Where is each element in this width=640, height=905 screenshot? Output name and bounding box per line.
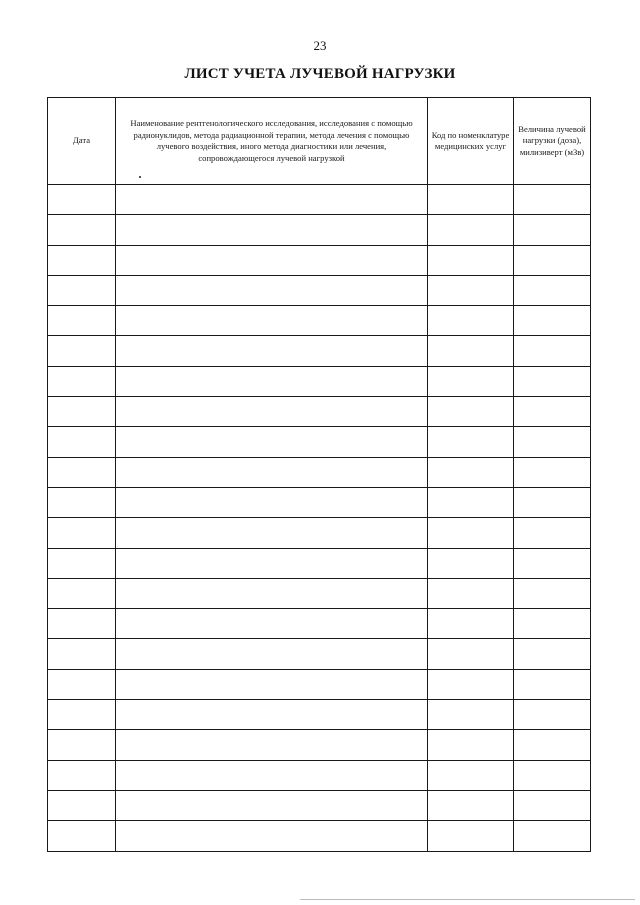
cell-service-code[interactable] [428, 639, 514, 669]
cell-procedure-name[interactable] [116, 548, 428, 578]
cell-service-code[interactable] [428, 306, 514, 336]
cell-service-code[interactable] [428, 487, 514, 517]
table-row [48, 669, 591, 699]
table-row [48, 185, 591, 215]
cell-dose[interactable] [514, 427, 591, 457]
table-row [48, 275, 591, 305]
table-header-row [48, 98, 591, 185]
cell-dose[interactable] [514, 306, 591, 336]
cell-dose[interactable] [514, 457, 591, 487]
cell-date[interactable] [48, 609, 116, 639]
cell-date[interactable] [48, 427, 116, 457]
cell-procedure-name[interactable] [116, 275, 428, 305]
table-row [48, 397, 591, 427]
cell-dose[interactable] [514, 245, 591, 275]
table-row [48, 730, 591, 760]
table-row [48, 639, 591, 669]
cell-date[interactable] [48, 397, 116, 427]
cell-dose[interactable] [514, 548, 591, 578]
cell-dose[interactable] [514, 215, 591, 245]
cell-service-code[interactable] [428, 578, 514, 608]
cell-service-code[interactable] [428, 336, 514, 366]
cell-dose[interactable] [514, 366, 591, 396]
cell-date[interactable] [48, 215, 116, 245]
cell-date[interactable] [48, 548, 116, 578]
page-edge-line [300, 899, 635, 900]
cell-dose[interactable] [514, 639, 591, 669]
table-row [48, 336, 591, 366]
cell-procedure-name[interactable] [116, 427, 428, 457]
cell-service-code[interactable] [428, 548, 514, 578]
cell-dose[interactable] [514, 790, 591, 820]
cell-procedure-name[interactable] [116, 336, 428, 366]
cell-service-code[interactable] [428, 245, 514, 275]
cell-procedure-name[interactable] [116, 609, 428, 639]
cell-procedure-name[interactable] [116, 185, 428, 215]
cell-dose[interactable] [514, 609, 591, 639]
page-title: ЛИСТ УЧЕТА ЛУЧЕВОЙ НАГРУЗКИ [184, 66, 456, 82]
cell-dose[interactable] [514, 518, 591, 548]
cell-dose[interactable] [514, 336, 591, 366]
cell-service-code[interactable] [428, 669, 514, 699]
cell-date[interactable] [48, 821, 116, 851]
cell-procedure-name[interactable] [116, 518, 428, 548]
cell-date[interactable] [48, 669, 116, 699]
table-row [48, 427, 591, 457]
header-date: Дата [48, 98, 116, 185]
cell-procedure-name[interactable] [116, 821, 428, 851]
cell-service-code[interactable] [428, 427, 514, 457]
cell-service-code[interactable] [428, 215, 514, 245]
table-row [48, 700, 591, 730]
cell-date[interactable] [48, 760, 116, 790]
cell-procedure-name[interactable] [116, 578, 428, 608]
cell-date[interactable] [48, 518, 116, 548]
cell-service-code[interactable] [428, 366, 514, 396]
cell-date[interactable] [48, 306, 116, 336]
table-row [48, 578, 591, 608]
cell-service-code[interactable] [428, 730, 514, 760]
table-row [48, 548, 591, 578]
cell-procedure-name[interactable] [116, 700, 428, 730]
cell-date[interactable] [48, 487, 116, 517]
cell-service-code[interactable] [428, 457, 514, 487]
table-row [48, 609, 591, 639]
table-row [48, 487, 591, 517]
radiation-dose-table [47, 97, 591, 852]
cell-service-code[interactable] [428, 609, 514, 639]
cell-dose[interactable] [514, 760, 591, 790]
cell-procedure-name[interactable] [116, 366, 428, 396]
cell-service-code[interactable] [428, 518, 514, 548]
cell-dose[interactable] [514, 397, 591, 427]
cell-procedure-name[interactable] [116, 760, 428, 790]
cell-procedure-name[interactable] [116, 639, 428, 669]
table-row [48, 215, 591, 245]
cell-date[interactable] [48, 700, 116, 730]
cell-dose[interactable] [514, 730, 591, 760]
header-dose: Величина лучевой нагрузки (доза), милизиверт (мЗв) [514, 98, 591, 185]
cell-service-code[interactable] [428, 700, 514, 730]
cell-dose[interactable] [514, 487, 591, 517]
cell-date[interactable] [48, 578, 116, 608]
cell-dose[interactable] [514, 185, 591, 215]
table-row [48, 518, 591, 548]
cell-date[interactable] [48, 790, 116, 820]
cell-procedure-name[interactable] [116, 487, 428, 517]
table-row [48, 821, 591, 851]
cell-service-code[interactable] [428, 790, 514, 820]
page-number: 23 [313, 38, 327, 53]
cell-service-code[interactable] [428, 275, 514, 305]
cell-procedure-name[interactable] [116, 306, 428, 336]
cell-service-code[interactable] [428, 185, 514, 215]
cell-date[interactable] [48, 639, 116, 669]
cell-dose[interactable] [514, 578, 591, 608]
cell-dose[interactable] [514, 275, 591, 305]
stray-mark [139, 176, 141, 178]
cell-service-code[interactable] [428, 760, 514, 790]
cell-procedure-name[interactable] [116, 457, 428, 487]
cell-date[interactable] [48, 730, 116, 760]
cell-dose[interactable] [514, 669, 591, 699]
cell-dose[interactable] [514, 821, 591, 851]
cell-date[interactable] [48, 336, 116, 366]
cell-procedure-name[interactable] [116, 397, 428, 427]
header-procedure-name: Наименование рентгенологического исследования, исследования с помощью радионуклидов, метода радиационной терапии, метода лечения с помощью лучевого воздействия, иного метода диагностики или лечения, сопровождающегося лучевой нагрузкой [116, 98, 428, 185]
table-row [48, 457, 591, 487]
table-row [48, 306, 591, 336]
cell-dose[interactable] [514, 700, 591, 730]
cell-date[interactable] [48, 366, 116, 396]
cell-procedure-name[interactable] [116, 790, 428, 820]
table-body [48, 185, 591, 852]
cell-date[interactable] [48, 245, 116, 275]
cell-procedure-name[interactable] [116, 669, 428, 699]
cell-service-code[interactable] [428, 821, 514, 851]
cell-procedure-name[interactable] [116, 215, 428, 245]
table-row [48, 760, 591, 790]
table-row [48, 366, 591, 396]
table-row [48, 790, 591, 820]
cell-service-code[interactable] [428, 397, 514, 427]
cell-date[interactable] [48, 185, 116, 215]
cell-procedure-name[interactable] [116, 730, 428, 760]
cell-date[interactable] [48, 457, 116, 487]
header-service-code: Код по номенклатуре медицинских услуг [428, 98, 514, 185]
cell-date[interactable] [48, 275, 116, 305]
table-row [48, 245, 591, 275]
cell-procedure-name[interactable] [116, 245, 428, 275]
